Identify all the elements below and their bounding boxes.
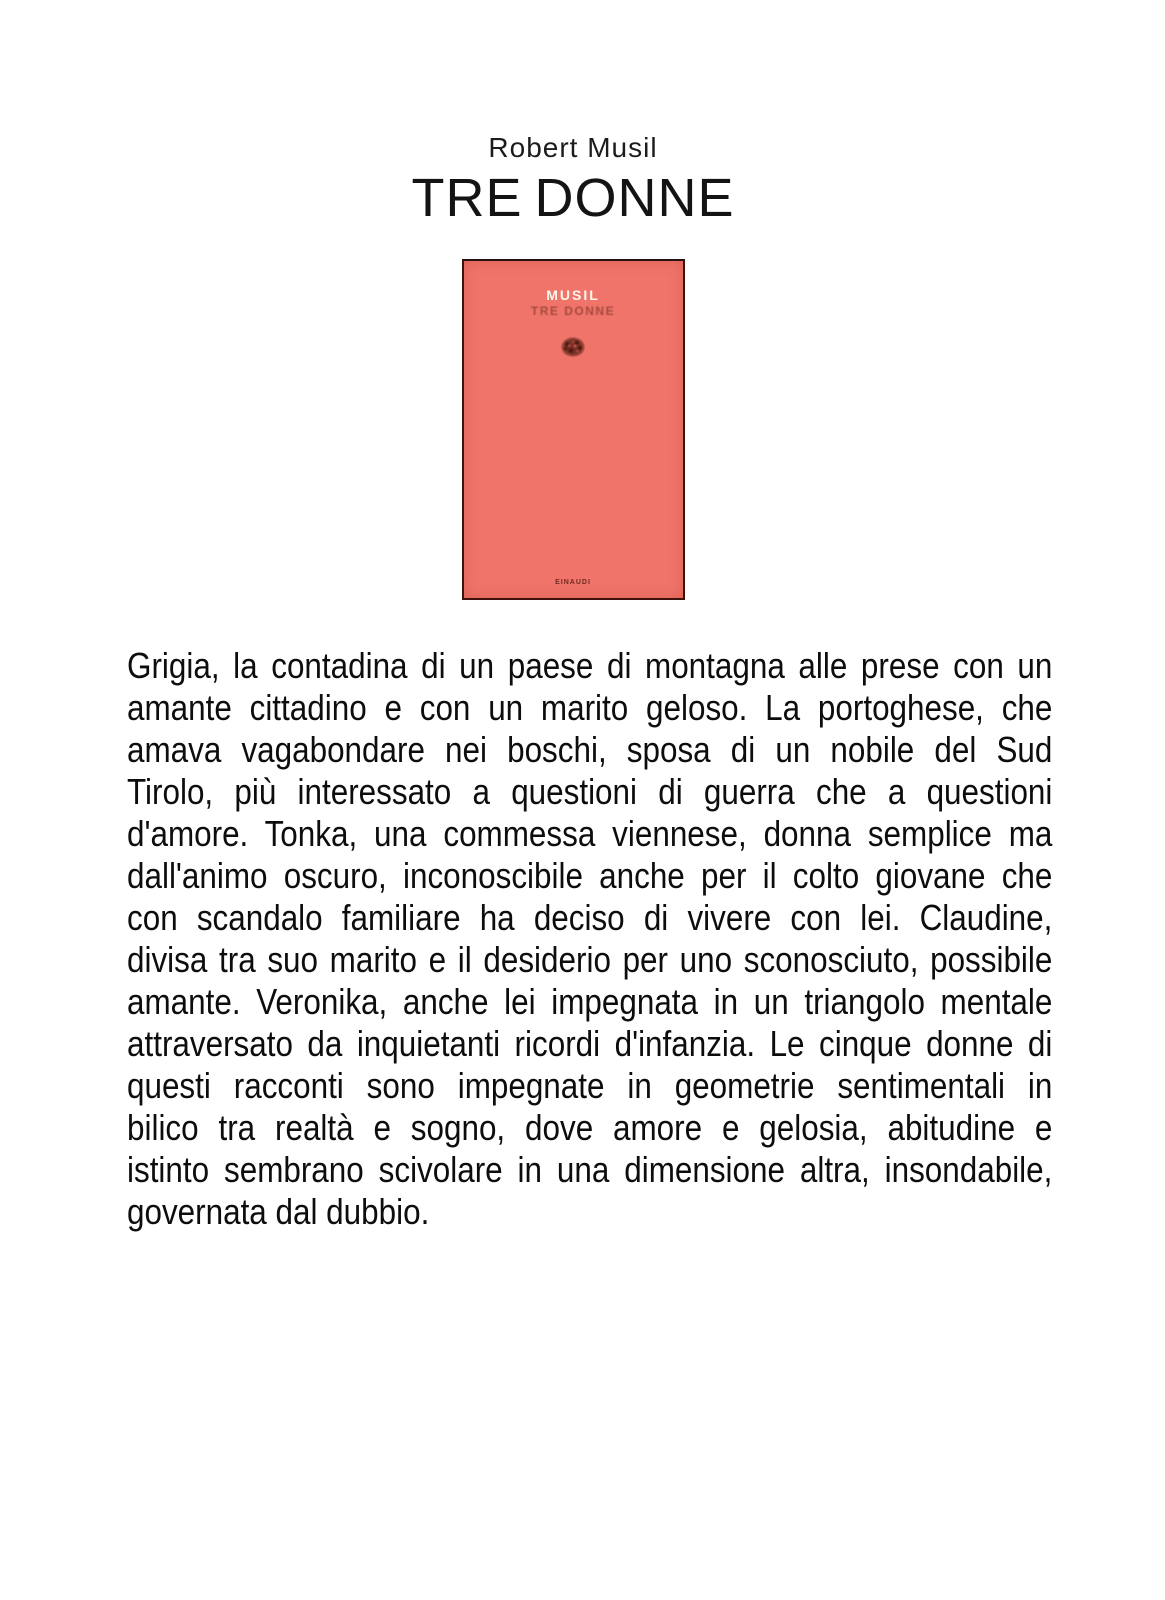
paragraph-line: amava vagabondare nei boschi, sposa di un nobile del Sud: [127, 729, 1053, 770]
cover-author-label: MUSIL: [546, 287, 600, 303]
paragraph-line: Grigia, la contadina di un paese di montagna alle prese con un: [127, 645, 1053, 686]
paragraph-line: dall'animo oscuro, inconoscibile anche per il colto giovane che: [127, 855, 1053, 896]
description-paragraph: [127, 645, 1052, 1233]
page-title: TRE DONNE: [411, 168, 735, 228]
author-name: Robert Musil: [488, 132, 658, 163]
cover-title-label: TRE DONNE: [530, 304, 616, 318]
book-description: [127, 645, 1052, 1233]
book-cover-container: [0, 259, 1146, 605]
einaudi-ostrich-logo-icon: [556, 333, 590, 361]
paragraph-line: questi racconti sono impegnate in geometrie sentimentali in: [127, 1065, 1053, 1106]
paragraph-line: istinto sembrano scivolare in una dimensione altra, insondabile,: [127, 1149, 1053, 1190]
paragraph-line: attraversato da inquietanti ricordi d'infanzia. Le cinque donne di: [127, 1023, 1053, 1064]
paragraph-line: Tirolo, più interessato a questioni di guerra che a questioni: [127, 771, 1053, 812]
paragraph-line: con scandalo familiare ha deciso di vivere con lei. Claudine,: [127, 897, 1053, 938]
paragraph-line: divisa tra suo marito e il desiderio per uno sconosciuto, possibile: [127, 939, 1053, 980]
paragraph-line: amante cittadino e con un marito geloso. La portoghese, che: [127, 687, 1053, 728]
cover-publisher-label: EINAUDI: [555, 579, 591, 586]
paragraph-line: bilico tra realtà e sogno, dove amore e gelosia, abitudine e: [127, 1107, 1053, 1148]
paragraph-line: amante. Veronika, anche lei impegnata in un triangolo mentale: [127, 981, 1053, 1022]
book-cover-image: [462, 259, 685, 600]
paragraph-line: d'amore. Tonka, una commessa viennese, donna semplice ma: [127, 813, 1053, 854]
paragraph-line: governata dal dubbio.: [127, 1191, 430, 1232]
